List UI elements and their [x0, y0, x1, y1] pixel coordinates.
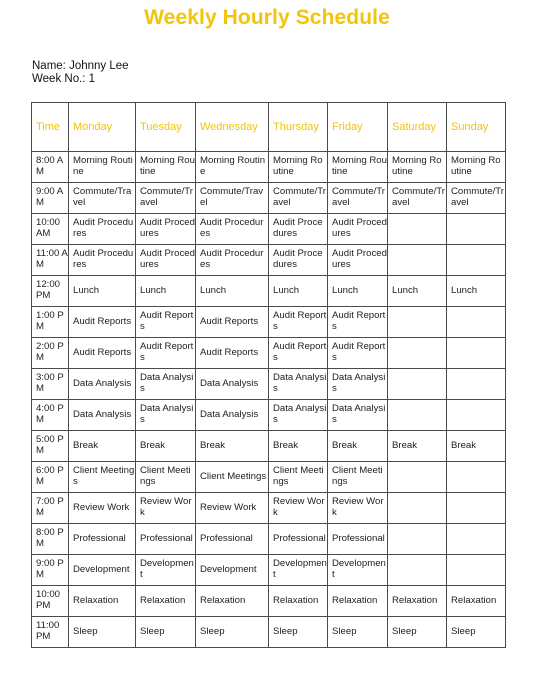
cell-thursday: Commute/Travel: [269, 183, 328, 214]
cell-saturday: Break: [388, 431, 447, 462]
schedule-row: [32, 152, 506, 183]
cell-tuesday: Audit Reports: [136, 307, 196, 338]
header-row: [32, 103, 506, 152]
header-sunday: Sunday: [447, 103, 506, 152]
cell-sunday: [447, 462, 506, 493]
schedule-row: [32, 555, 506, 586]
cell-monday: Audit Procedures: [69, 214, 136, 245]
cell-wednesday: Morning Routine: [196, 152, 269, 183]
cell-thursday: Break: [269, 431, 328, 462]
cell-friday: Audit Reports: [328, 338, 388, 369]
time-cell: 11:00 PM: [32, 617, 69, 648]
cell-friday: Relaxation: [328, 586, 388, 617]
cell-tuesday: Professional: [136, 524, 196, 555]
cell-sunday: [447, 555, 506, 586]
cell-saturday: [388, 462, 447, 493]
cell-tuesday: Audit Procedures: [136, 214, 196, 245]
schedule-row: [32, 183, 506, 214]
cell-wednesday: Data Analysis: [196, 400, 269, 431]
schedule-header: [32, 103, 506, 152]
cell-saturday: [388, 307, 447, 338]
time-cell: 10:00 PM: [32, 586, 69, 617]
cell-tuesday: Morning Routine: [136, 152, 196, 183]
cell-friday: Data Analysis: [328, 400, 388, 431]
time-cell: 9:00 AM: [32, 183, 69, 214]
cell-saturday: [388, 338, 447, 369]
cell-monday: Data Analysis: [69, 400, 136, 431]
schedule-row: [32, 214, 506, 245]
cell-tuesday: Audit Reports: [136, 338, 196, 369]
cell-wednesday: Audit Reports: [196, 338, 269, 369]
cell-sunday: [447, 493, 506, 524]
cell-wednesday: Break: [196, 431, 269, 462]
schedule-row: [32, 524, 506, 555]
cell-saturday: [388, 400, 447, 431]
cell-wednesday: Development: [196, 555, 269, 586]
time-cell: 8:00 AM: [32, 152, 69, 183]
cell-monday: Break: [69, 431, 136, 462]
cell-sunday: Break: [447, 431, 506, 462]
cell-monday: Lunch: [69, 276, 136, 307]
cell-sunday: [447, 245, 506, 276]
schedule-row: [32, 431, 506, 462]
cell-thursday: Audit Reports: [269, 307, 328, 338]
cell-thursday: Audit Reports: [269, 338, 328, 369]
cell-thursday: Review Work: [269, 493, 328, 524]
cell-monday: Audit Procedures: [69, 245, 136, 276]
cell-friday: Audit Procedures: [328, 245, 388, 276]
cell-tuesday: Review Work: [136, 493, 196, 524]
cell-tuesday: Development: [136, 555, 196, 586]
header-friday: Friday: [328, 103, 388, 152]
time-cell: 3:00 PM: [32, 369, 69, 400]
cell-monday: Client Meetings: [69, 462, 136, 493]
week-line: Week No.: 1: [32, 72, 96, 85]
schedule-row: [32, 617, 506, 648]
cell-wednesday: Relaxation: [196, 586, 269, 617]
cell-thursday: Morning Routine: [269, 152, 328, 183]
schedule-meta: [32, 60, 129, 85]
cell-thursday: Data Analysis: [269, 369, 328, 400]
cell-sunday: Commute/Travel: [447, 183, 506, 214]
cell-sunday: [447, 338, 506, 369]
schedule-row: [32, 369, 506, 400]
cell-thursday: Sleep: [269, 617, 328, 648]
cell-monday: Sleep: [69, 617, 136, 648]
cell-thursday: Professional: [269, 524, 328, 555]
schedule-table: [31, 102, 506, 648]
cell-friday: Commute/Travel: [328, 183, 388, 214]
cell-sunday: [447, 307, 506, 338]
time-cell: 1:00 PM: [32, 307, 69, 338]
time-cell: 10:00 AM: [32, 214, 69, 245]
cell-friday: Review Work: [328, 493, 388, 524]
cell-saturday: [388, 524, 447, 555]
cell-friday: Data Analysis: [328, 369, 388, 400]
cell-saturday: [388, 493, 447, 524]
cell-wednesday: Professional: [196, 524, 269, 555]
schedule-row: [32, 493, 506, 524]
schedule-row: [32, 462, 506, 493]
cell-wednesday: Sleep: [196, 617, 269, 648]
cell-tuesday: Data Analysis: [136, 369, 196, 400]
schedule-body: [32, 152, 506, 648]
header-wednesday: Wednesday: [196, 103, 269, 152]
cell-thursday: Data Analysis: [269, 400, 328, 431]
cell-sunday: [447, 214, 506, 245]
page-title: Weekly Hourly Schedule: [144, 6, 390, 29]
cell-thursday: Lunch: [269, 276, 328, 307]
cell-wednesday: Review Work: [196, 493, 269, 524]
cell-friday: Break: [328, 431, 388, 462]
header-thursday: Thursday: [269, 103, 328, 152]
cell-wednesday: Client Meetings: [196, 462, 269, 493]
cell-saturday: Commute/Travel: [388, 183, 447, 214]
cell-sunday: [447, 400, 506, 431]
cell-tuesday: Sleep: [136, 617, 196, 648]
cell-saturday: Morning Routine: [388, 152, 447, 183]
time-cell: 12:00 PM: [32, 276, 69, 307]
time-cell: 2:00 PM: [32, 338, 69, 369]
cell-wednesday: Commute/Travel: [196, 183, 269, 214]
cell-wednesday: Audit Reports: [196, 307, 269, 338]
cell-monday: Audit Reports: [69, 338, 136, 369]
cell-thursday: Development: [269, 555, 328, 586]
cell-saturday: Relaxation: [388, 586, 447, 617]
time-cell: 5:00 PM: [32, 431, 69, 462]
cell-monday: Review Work: [69, 493, 136, 524]
cell-friday: Audit Procedures: [328, 214, 388, 245]
schedule-row: [32, 307, 506, 338]
schedule-row: [32, 338, 506, 369]
cell-sunday: [447, 524, 506, 555]
header-time: Time: [32, 103, 69, 152]
cell-thursday: Audit Procedures: [269, 245, 328, 276]
time-cell: 6:00 PM: [32, 462, 69, 493]
cell-monday: Audit Reports: [69, 307, 136, 338]
cell-thursday: Audit Procedures: [269, 214, 328, 245]
schedule-row: [32, 276, 506, 307]
schedule-row: [32, 400, 506, 431]
cell-wednesday: Lunch: [196, 276, 269, 307]
time-cell: 7:00 PM: [32, 493, 69, 524]
cell-tuesday: Break: [136, 431, 196, 462]
cell-monday: Professional: [69, 524, 136, 555]
cell-saturday: Sleep: [388, 617, 447, 648]
cell-saturday: [388, 369, 447, 400]
cell-wednesday: Audit Procedures: [196, 214, 269, 245]
cell-saturday: [388, 555, 447, 586]
cell-friday: Sleep: [328, 617, 388, 648]
cell-monday: Development: [69, 555, 136, 586]
cell-sunday: Relaxation: [447, 586, 506, 617]
schedule-row: [32, 245, 506, 276]
cell-tuesday: Relaxation: [136, 586, 196, 617]
cell-monday: Data Analysis: [69, 369, 136, 400]
header-monday: Monday: [69, 103, 136, 152]
cell-friday: Lunch: [328, 276, 388, 307]
time-cell: 11:00 AM: [32, 245, 69, 276]
cell-wednesday: Data Analysis: [196, 369, 269, 400]
cell-tuesday: Data Analysis: [136, 400, 196, 431]
name-line: Name: Johnny Lee: [32, 60, 129, 72]
header-tuesday: Tuesday: [136, 103, 196, 152]
cell-tuesday: Audit Procedures: [136, 245, 196, 276]
time-cell: 4:00 PM: [32, 400, 69, 431]
time-cell: 8:00 PM: [32, 524, 69, 555]
cell-sunday: Lunch: [447, 276, 506, 307]
cell-monday: Commute/Travel: [69, 183, 136, 214]
cell-monday: Relaxation: [69, 586, 136, 617]
time-cell: 9:00 PM: [32, 555, 69, 586]
cell-thursday: Client Meetings: [269, 462, 328, 493]
cell-friday: Professional: [328, 524, 388, 555]
cell-thursday: Relaxation: [269, 586, 328, 617]
cell-friday: Audit Reports: [328, 307, 388, 338]
cell-friday: Morning Routine: [328, 152, 388, 183]
cell-friday: Client Meetings: [328, 462, 388, 493]
cell-tuesday: Client Meetings: [136, 462, 196, 493]
cell-tuesday: Lunch: [136, 276, 196, 307]
cell-wednesday: Audit Procedures: [196, 245, 269, 276]
cell-sunday: Morning Routine: [447, 152, 506, 183]
cell-sunday: Sleep: [447, 617, 506, 648]
schedule-row: [32, 586, 506, 617]
cell-tuesday: Commute/Travel: [136, 183, 196, 214]
cell-friday: Development: [328, 555, 388, 586]
cell-saturday: [388, 214, 447, 245]
header-saturday: Saturday: [388, 103, 447, 152]
cell-saturday: Lunch: [388, 276, 447, 307]
cell-sunday: [447, 369, 506, 400]
cell-saturday: [388, 245, 447, 276]
cell-monday: Morning Routine: [69, 152, 136, 183]
